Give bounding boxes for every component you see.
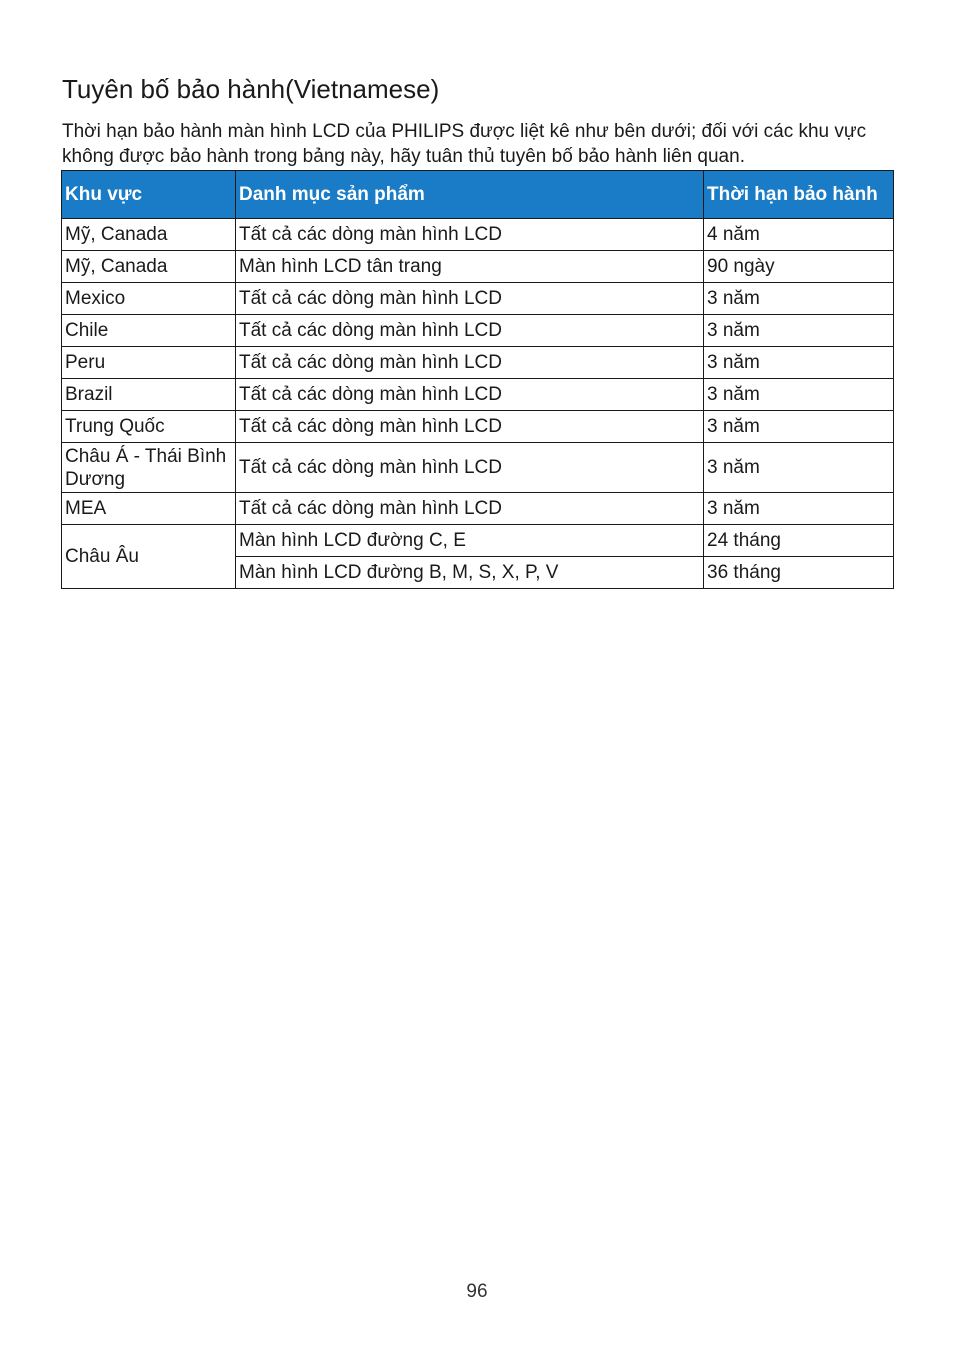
table-row — [62, 443, 894, 493]
cell-term: 3 năm — [704, 283, 894, 315]
table-row — [62, 347, 894, 379]
cell-product: Màn hình LCD đường C, E — [236, 525, 704, 557]
header-term: Thời hạn bảo hành — [704, 171, 894, 219]
table-row — [62, 411, 894, 443]
cell-product: Màn hình LCD tân trang — [236, 251, 704, 283]
table-row — [62, 219, 894, 251]
cell-region: Mexico — [62, 283, 236, 315]
header-region: Khu vực — [62, 171, 236, 219]
table-body — [62, 219, 894, 589]
page-title: Tuyên bố bảo hành(Vietnamese) — [62, 74, 440, 104]
cell-product: Tất cả các dòng màn hình LCD — [236, 283, 704, 315]
cell-region: Peru — [62, 347, 236, 379]
cell-region: Mỹ, Canada — [62, 219, 236, 251]
cell-product: Tất cả các dòng màn hình LCD — [236, 219, 704, 251]
cell-region: Mỹ, Canada — [62, 251, 236, 283]
table-row — [62, 283, 894, 315]
cell-region: Trung Quốc — [62, 411, 236, 443]
cell-product: Màn hình LCD đường B, M, S, X, P, V — [236, 557, 704, 589]
cell-term: 3 năm — [704, 347, 894, 379]
cell-term: 36 tháng — [704, 557, 894, 589]
table-row — [62, 251, 894, 283]
cell-term: 3 năm — [704, 493, 894, 525]
cell-term: 4 năm — [704, 219, 894, 251]
cell-product: Tất cả các dòng màn hình LCD — [236, 347, 704, 379]
cell-term: 3 năm — [704, 411, 894, 443]
cell-term: 90 ngày — [704, 251, 894, 283]
header-product: Danh mục sản phẩm — [236, 171, 704, 219]
table-row — [62, 493, 894, 525]
cell-product: Tất cả các dòng màn hình LCD — [236, 379, 704, 411]
cell-product: Tất cả các dòng màn hình LCD — [236, 493, 704, 525]
table-row-europe — [62, 525, 894, 557]
cell-term: 3 năm — [704, 443, 894, 493]
cell-term: 3 năm — [704, 315, 894, 347]
warranty-table — [61, 170, 894, 589]
cell-term: 24 tháng — [704, 525, 894, 557]
cell-region: MEA — [62, 493, 236, 525]
intro-paragraph: Thời hạn bảo hành màn hình LCD của PHILIPS được liệt kê như bên dưới; đối với các khu vực không được bảo hành trong bảng này, hãy tuân thủ tuyên bố bảo hành liên quan. — [62, 121, 867, 167]
page-number: 96 — [466, 1281, 488, 1302]
cell-product: Tất cả các dòng màn hình LCD — [236, 315, 704, 347]
table-header — [62, 171, 894, 219]
table-row — [62, 315, 894, 347]
cell-region-europe: Châu Âu — [62, 525, 236, 589]
cell-product: Tất cả các dòng màn hình LCD — [236, 411, 704, 443]
table-row — [62, 379, 894, 411]
cell-region: Châu Á - Thái Bình Dương — [62, 443, 236, 493]
cell-region: Brazil — [62, 379, 236, 411]
cell-region: Chile — [62, 315, 236, 347]
cell-product: Tất cả các dòng màn hình LCD — [236, 443, 704, 493]
header-row — [62, 171, 894, 219]
cell-term: 3 năm — [704, 379, 894, 411]
